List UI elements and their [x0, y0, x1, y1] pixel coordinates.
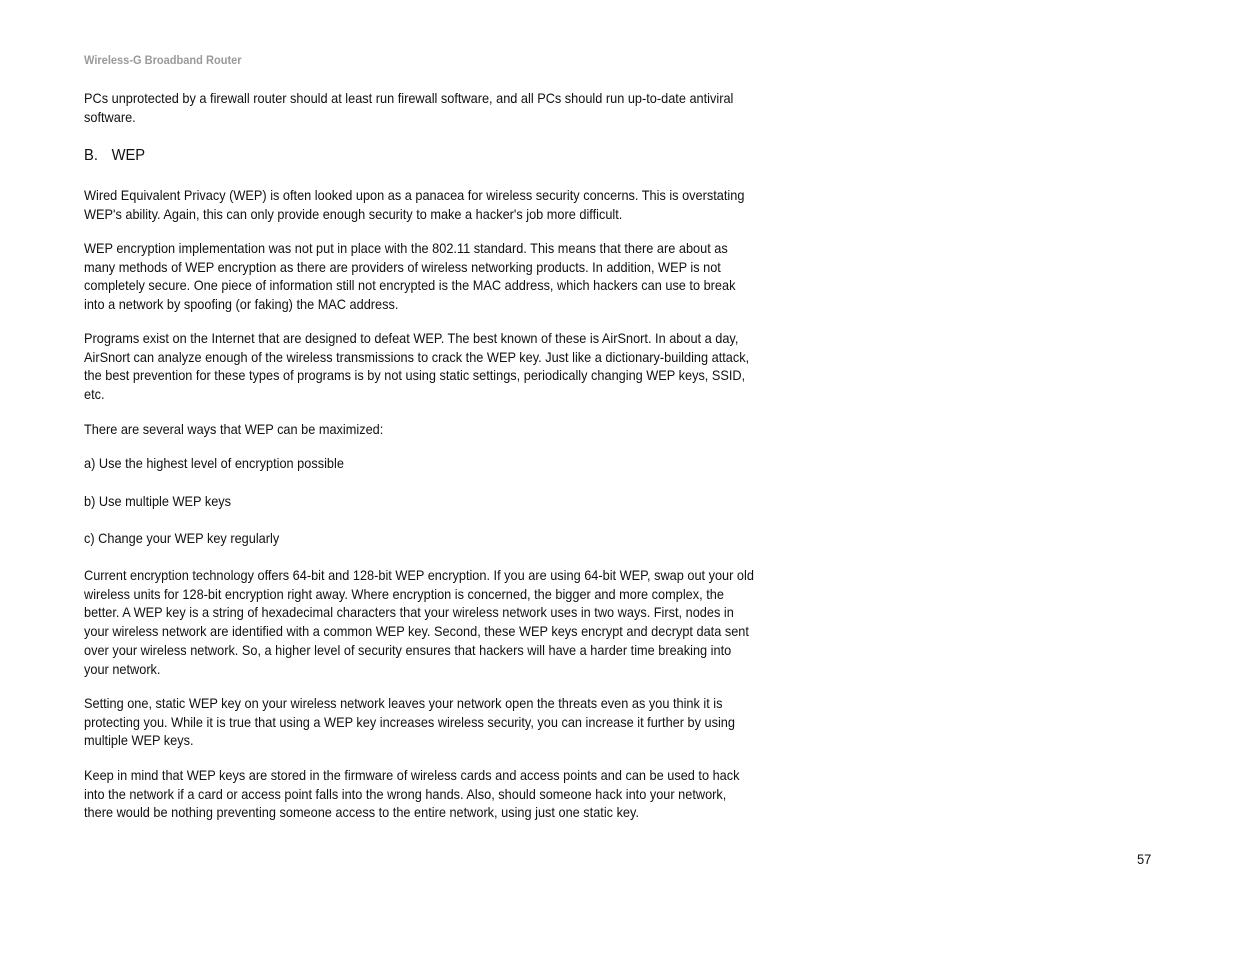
page-number: 57	[1137, 851, 1152, 867]
running-header: Wireless-G Broadband Router	[84, 53, 242, 67]
list-item: b) Use multiple WEP keys	[84, 493, 232, 509]
paragraph-airsnort: Programs exist on the Internet that are designed to defeat WEP. The best known of these is AirSnort. In about a day, AirSnort can analyze enough of the wireless transmissions to crack the WEP key. Just like a dictionary-building attack, the best prevention for these types of programs is by not using static settings, periodically changing WEP keys, SSID, etc.	[84, 330, 750, 403]
intro-paragraph: PCs unprotected by a firewall router should at least run firewall software, and all PCs should run up-to-date antiviral software.	[84, 90, 734, 125]
paragraph-firmware-keys: Keep in mind that WEP keys are stored in the firmware of wireless cards and access points and can be used to hack into the network if a card or access point falls into the wrong hands. Also, should someone hack into your network, there would be nothing preventing someone access to the entire network, using just one static key.	[84, 767, 740, 821]
section-title: WEP	[111, 147, 146, 164]
list-item: c) Change your WEP key regularly	[84, 530, 280, 546]
section-letter: B.	[84, 147, 98, 164]
list-item: a) Use the highest level of encryption possible	[84, 455, 344, 471]
paragraph-maximize-intro: There are several ways that WEP can be maximized:	[84, 421, 384, 437]
paragraph-wep-overview: Wired Equivalent Privacy (WEP) is often looked upon as a panacea for wireless security concerns. This is overstating WEP's ability. Again, this can only provide enough security to make a hacker's job more difficult.	[84, 187, 745, 222]
paragraph-wep-implementation: WEP encryption implementation was not put in place with the 802.11 standard. This means that there are about as many methods of WEP encryption as there are providers of wireless networking products. In addition, WEP is not completely secure. One piece of information still not encrypted is the MAC address, which hackers can use to break into a network by spoofing (or faking) the MAC address.	[84, 240, 736, 313]
paragraph-static-key: Setting one, static WEP key on your wireless network leaves your network open the threats even as you think it is protecting you. While it is true that using a WEP key increases wireless security, you can increase it further by using multiple WEP keys.	[84, 695, 735, 749]
section-heading	[84, 146, 145, 166]
paragraph-encryption-technology: Current encryption technology offers 64-bit and 128-bit WEP encryption. If you are using 64-bit WEP, swap out your old wireless units for 128-bit encryption right away. Where encryption is concerned, the bigger and more complex, the better. A WEP key is a string of hexadecimal characters that your wireless network uses in two ways. First, nodes in your wireless network are identified with a common WEP key. Second, these WEP keys encrypt and decrypt data sent over your wireless network. So, a higher level of security ensures that hackers will have a harder time breaking into your network.	[84, 567, 754, 677]
